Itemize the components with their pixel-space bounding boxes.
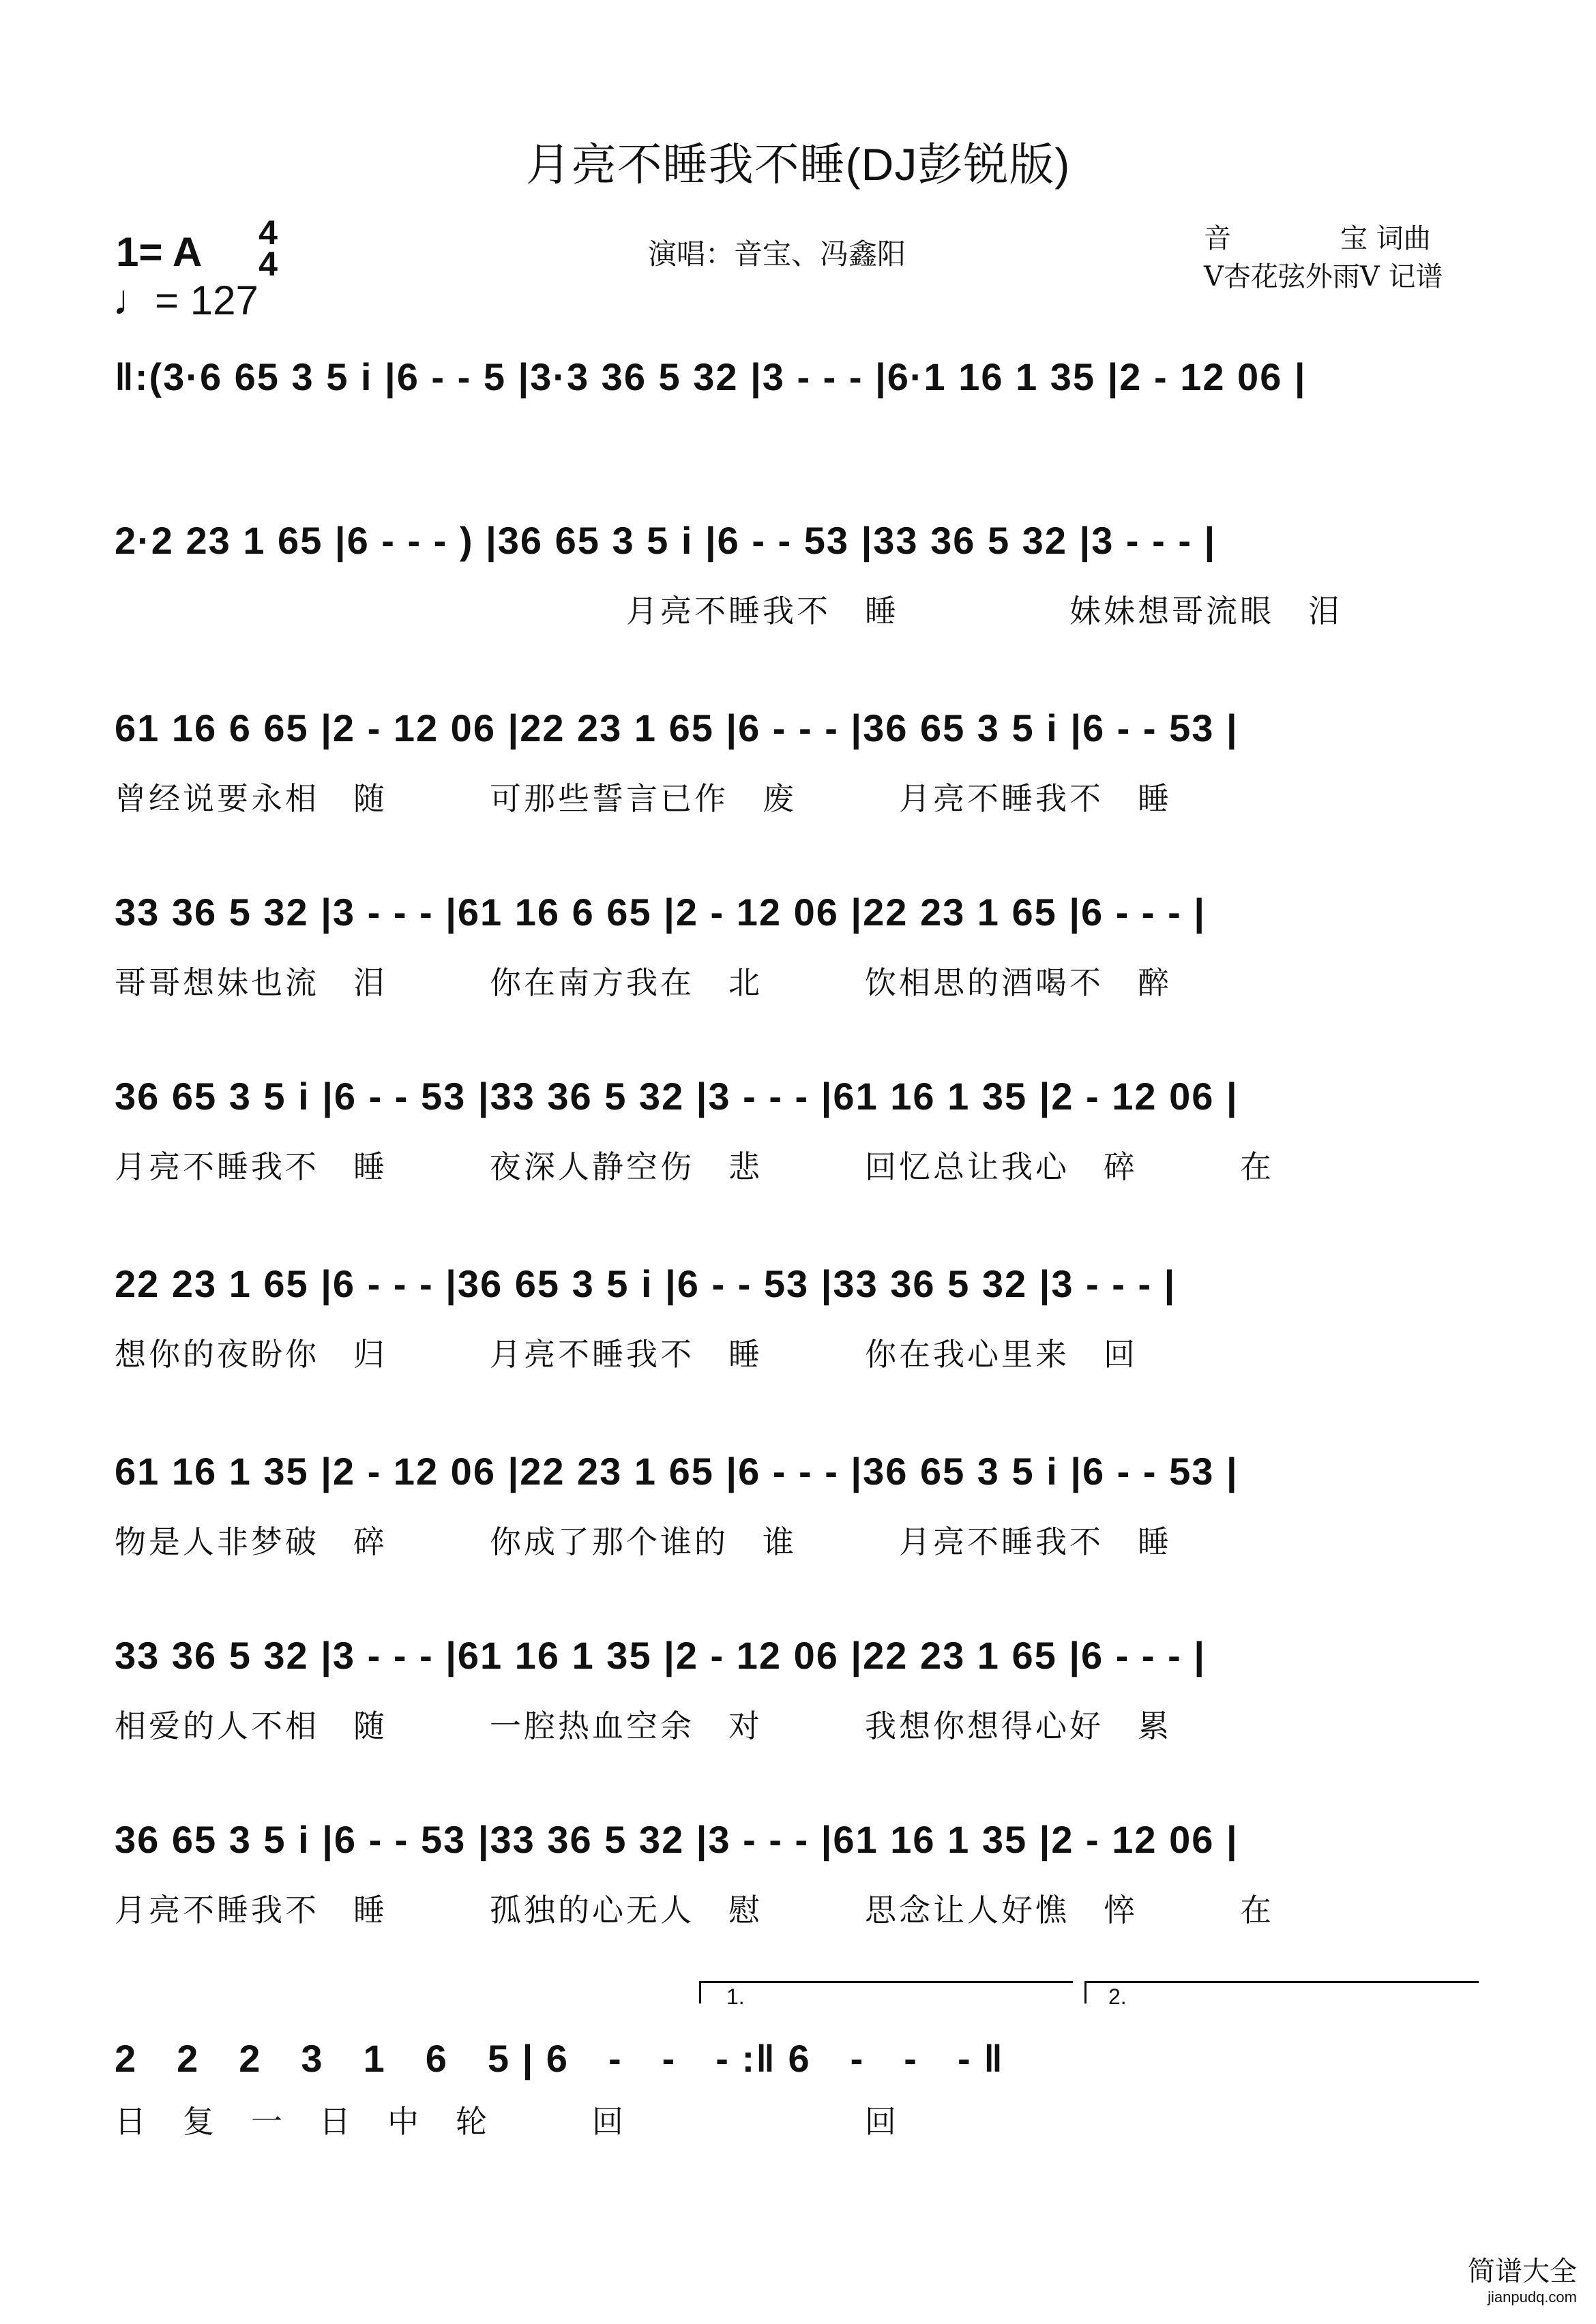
time-signature: [251, 213, 285, 283]
key-signature: 1= A: [116, 229, 203, 275]
site-watermark: [1468, 2250, 1577, 2306]
credit-lyrics-music: 音 宝 词曲: [1204, 223, 1431, 254]
lyric-line: 曾经说要永相 随 可那些誓言已作 废 月亮不睡我不 睡: [115, 780, 1172, 817]
lyric-line: 月亮不睡我不 睡 妹妹想哥流眼 泪: [115, 593, 1342, 629]
lyric-line: 想你的夜盼你 归 月亮不睡我不 睡 你在我心里来 回: [115, 1336, 1138, 1373]
notation-line: 2·2 23 1 65 |6 - - - ) |36 65 3 5 i |6 - - 53 |33 36 5 32 |3 - - - |: [115, 519, 1217, 562]
notation-line: 2 2 2 3 1 6 5 | 6 - - - :‖ 6 - - - ‖: [115, 2037, 1005, 2080]
singers: 演唱：音宝、冯鑫阳: [648, 237, 906, 271]
quarter-note-icon: ♩: [113, 277, 155, 324]
watermark-name: 简谱大全: [1468, 2256, 1577, 2286]
tempo-value: = 127: [155, 278, 258, 323]
lyric-line: 月亮不睡我不 睡 孤独的心无人 慰 思念让人好憔 悴 在: [115, 1892, 1274, 1928]
score-title: 月亮不睡我不睡(DJ彭锐版): [525, 139, 1071, 190]
notation-line: 36 65 3 5 i |6 - - 53 |33 36 5 32 |3 - - - |61 16 1 35 |2 - 12 06 |: [115, 1075, 1239, 1118]
second-ending-bracket: [1084, 1981, 1479, 2003]
watermark-url: jianpudq.com: [1488, 2289, 1577, 2306]
notation-line: 33 36 5 32 |3 - - - |61 16 1 35 |2 - 12 06 |22 23 1 65 |6 - - - |: [115, 1634, 1206, 1677]
credit-transcriber: V杏花弦外雨V 记谱: [1204, 261, 1443, 293]
lyric-line: 日 复 一 日 中 轮 回 回: [115, 2103, 899, 2140]
first-ending-label: 1.: [726, 1984, 745, 2009]
time-signature-top: 4: [258, 213, 278, 252]
lyric-line: 哥哥想妹也流 泪 你在南方我在 北 饮相思的酒喝不 醉: [115, 964, 1172, 1001]
notation-line: 22 23 1 65 |6 - - - |36 65 3 5 i |6 - - 53 |33 36 5 32 |3 - - - |: [115, 1262, 1177, 1305]
lyric-line: 物是人非梦破 碎 你成了那个谁的 谁 月亮不睡我不 睡: [115, 1523, 1172, 1560]
tempo-marking: [113, 276, 258, 325]
notation-line: 61 16 6 65 |2 - 12 06 |22 23 1 65 |6 - - - |36 65 3 5 i |6 - - 53 |: [115, 706, 1239, 749]
notation-line: 36 65 3 5 i |6 - - 53 |33 36 5 32 |3 - - - |61 16 1 35 |2 - 12 06 |: [115, 1818, 1239, 1861]
notation-line: 61 16 1 35 |2 - 12 06 |22 23 1 65 |6 - - - |36 65 3 5 i |6 - - 53 |: [115, 1450, 1239, 1493]
time-signature-bottom: 4: [258, 245, 278, 283]
second-ending-label: 2.: [1108, 1984, 1127, 2009]
lyric-line: 月亮不睡我不 睡 夜深人静空伤 悲 回忆总让我心 碎 在: [115, 1148, 1274, 1185]
first-ending-bracket: [699, 1981, 1073, 2003]
lyric-line: 相爱的人不相 随 一腔热血空余 对 我想你想得心好 累: [115, 1708, 1172, 1744]
notation-line: ‖:(3·6 65 3 5 i |6 - - 5 |3·3 36 5 32 |3 - - - |6·1 16 1 35 |2 - 12 06 |: [115, 355, 1307, 398]
notation-line: 33 36 5 32 |3 - - - |61 16 6 65 |2 - 12 06 |22 23 1 65 |6 - - - |: [115, 891, 1206, 934]
